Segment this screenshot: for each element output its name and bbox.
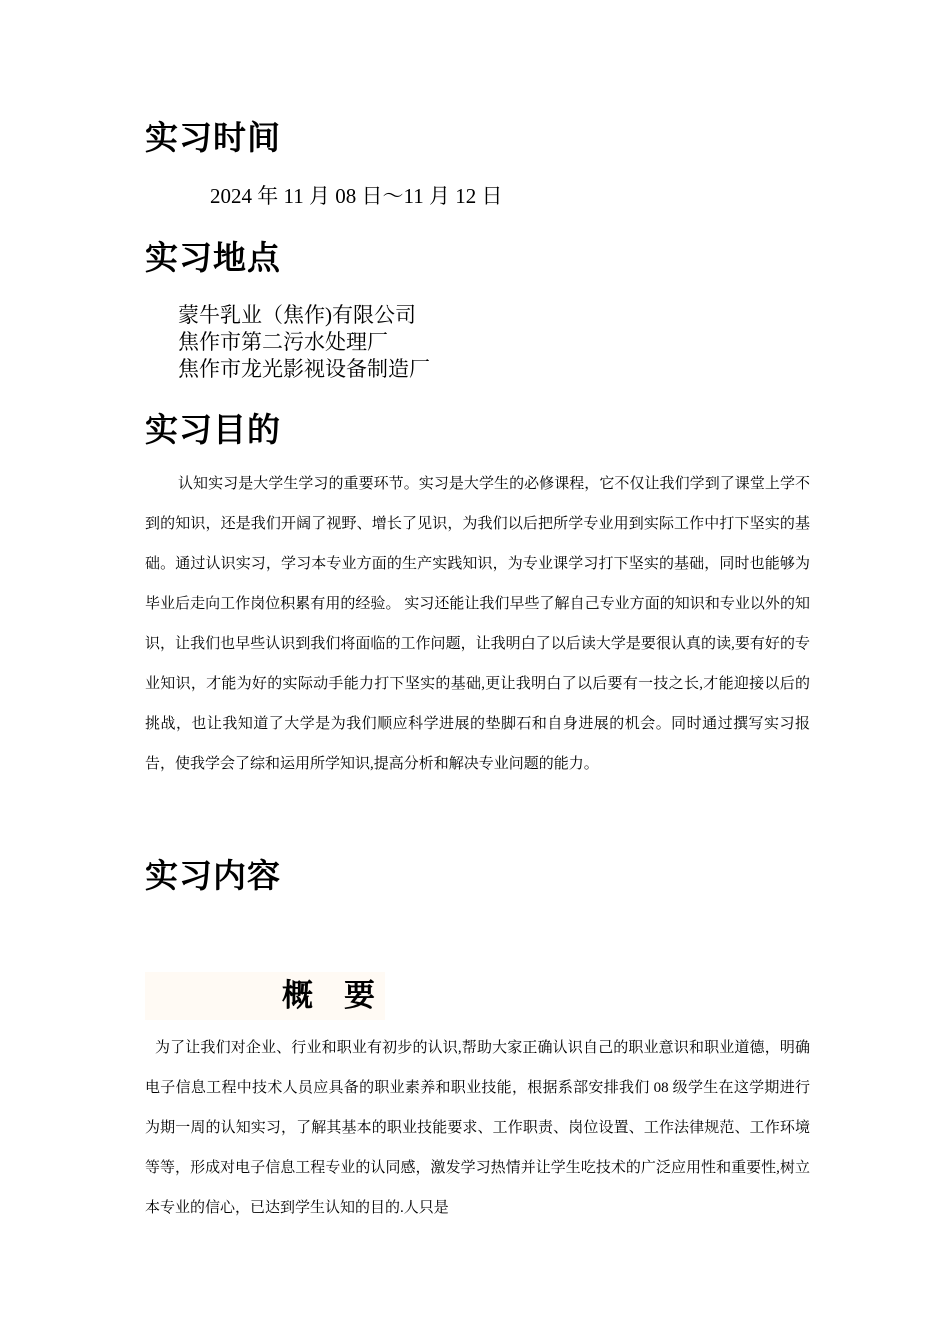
section-heading-content: 实习内容 (145, 856, 281, 895)
place-item: 焦作市龙光影视设备制造厂 (178, 357, 430, 381)
section-heading-purpose: 实习目的 (145, 410, 281, 449)
section-heading-place: 实习地点 (145, 238, 281, 277)
place-item: 蒙牛乳业（焦作)有限公司 (178, 303, 416, 327)
internship-date-range: 2024 年 11 月 08 日～11 月 12 日 (210, 184, 503, 208)
purpose-paragraph: 认知实习是大学生学习的重要环节。实习是大学生的必修课程，它不仅让我们学到了课堂上学不到的知识，还是我们开阔了视野、增长了见识，为我们以后把所学专业用到实际工作中打下坚实的基础。通过认识实习，学习本专业方面的生产实践知识，为专业课学习打下坚实的基础，同时也能够为毕业后走向工作岗位积累有用的经验。 实习还能让我们早些了解自己专业方面的知识和专业以外的知识，让我们也早些认识到我们将面临的工作问题，让我明白了以后读大学是要很认真的读,要有好的专业知识，才能为好的实际动手能力打下坚实的基础,更让我明白了以后要有一技之长,才能迎接以后的挑战，也让我知道了大学是为我们顺应科学进展的垫脚石和自身进展的机会。同时通过撰写实习报告，使我学会了综和运用所学知识,提高分析和解决专业问题的能力。 (145, 476, 810, 772)
summary-paragraph: 为了让我们对企业、行业和职业有初步的认识,帮助大家正确认识自己的职业意识和职业道德，明确电子信息工程中技术人员应具备的职业素养和职业技能，根据系部安排我们 08 级学生在这学期进行为期一周的认知实习，了解其基本的职业技能要求、工作职责、岗位设置、工作法律规范、工作环境等等，形成对电子信息工程专业的认同感，激发学习热情并让学生吃技术的广泛应用性和重要性,树立本专业的信心，已达到学生认知的目的.人只是 (145, 1040, 810, 1216)
internship-place-list (178, 302, 430, 383)
section-heading-time: 实习时间 (145, 118, 281, 157)
place-item: 焦作市第二污水处理厂 (178, 330, 388, 354)
summary-title: 概 要 (282, 978, 375, 1014)
